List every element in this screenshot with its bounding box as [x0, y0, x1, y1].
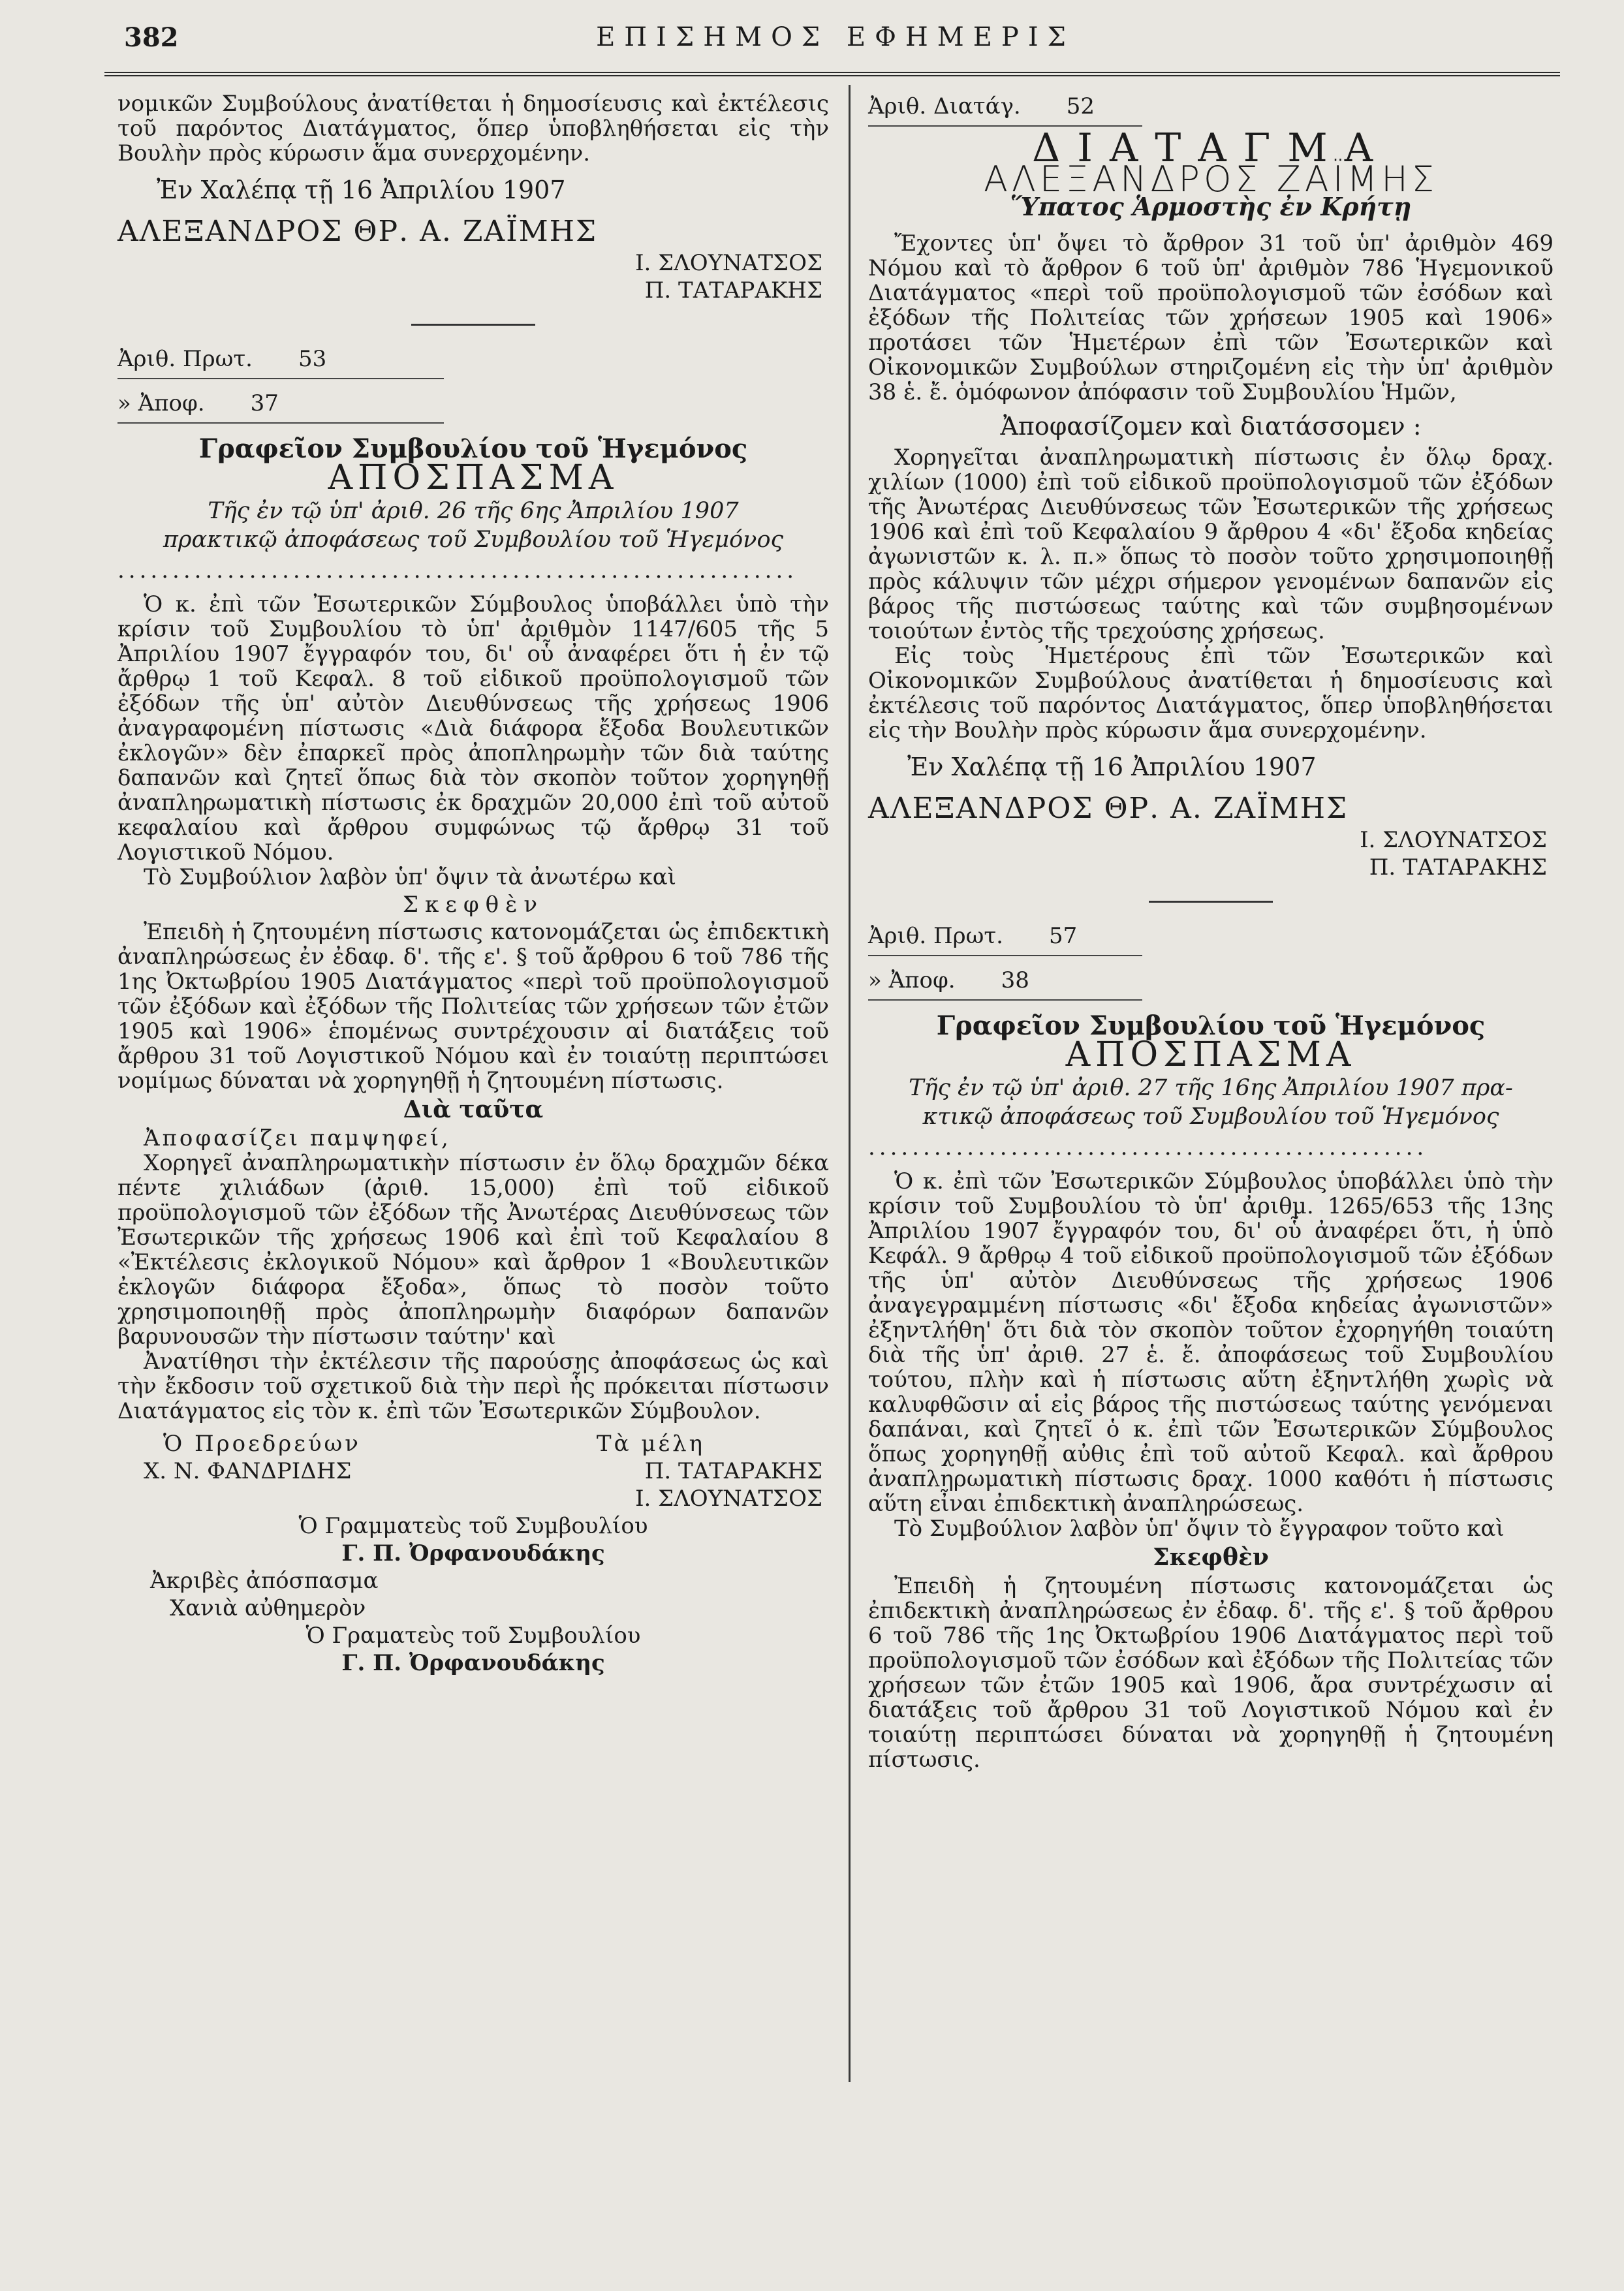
body-paragraph: Τὸ Συμβούλιον λαβὸν ὑπ' ὄψιν τὰ ἀνωτέρω καὶ	[144, 864, 677, 890]
page-header	[124, 20, 1547, 72]
ellipsis-line: ..............................................................	[117, 558, 798, 583]
bureau-heading: Γραφεῖον Συμβουλίου τοῦ Ἡγεμόνος	[198, 433, 748, 464]
body-paragraph: Ἐπειδὴ ἡ ζητουμένη πίστωσις κατονομάζεται ὡς ἐπιδεκτικὴ ἀναπληρώσεως ἐν ἐδαφ. δ'. τῆς ε'. § τοῦ ἄρθρου 6 τοῦ 786 τῆς 1ης Ὀκτωβρίου 1905 Διατάγματος «περὶ τοῦ προϋπολογισμοῦ τῶν ἐξόδων καὶ ἐξόδων τῆς Πολιτείας τῶν χρήσεων τῶν ἐτῶν 1905 καὶ 1906» ἑπομένως συντρέχουσιν αἱ διατάξεις τοῦ ἄρθρου 31 τοῦ Λογιστικοῦ Νόμου καὶ ἐν τοιαύτῃ περιπτώσει νομίμως δύναται νὰ χορηγηθῇ ἡ ζητουμένη πίστωσις.	[117, 919, 829, 1094]
decision-number: » Ἀποφ. 38	[868, 967, 1029, 993]
decree-date: Ἐν Χαλέπᾳ τῇ 16 Ἀπριλίου 1907	[157, 176, 566, 204]
decree-heading: ΔΙΑΤΑΓΜΑ	[1031, 125, 1390, 171]
extract-subtitle-1: Τῆς ἐν τῷ ὑπ' ἀριθ. 27 τῆς 16ης Ἀπριλίου 1907 πρα-	[909, 1075, 1513, 1101]
decide-heading: Ἀποφασίζομεν καὶ διατάσσομεν :	[1000, 412, 1422, 441]
extract-subtitle-2: πρακτικῷ ἀποφάσεως τοῦ Συμβουλίου τοῦ Ἡγεμόνος	[163, 527, 784, 553]
secretary2-name: Γ. Π. Ὀρφανουδάκης	[341, 1650, 605, 1676]
section-rule	[1149, 901, 1273, 903]
section-rule	[411, 324, 535, 326]
extract-subtitle-1: Τῆς ἐν τῷ ὑπ' ἀριθ. 26 τῆς 6ης Ἀπριλίου 1907	[208, 498, 739, 524]
left-column	[117, 91, 829, 1677]
body-paragraph: Ὁ κ. ἐπὶ τῶν Ἐσωτερικῶν Σύμβουλος ὑποβάλλει ὑπὸ τὴν κρίσιν τοῦ Συμβουλίου τὸ ὑπ' ἀριθμ. 1265/653 τῆς 13ης Ἀπριλίου 1907 ἔγγραφόν του, δι' οὗ ἀναφέρει ὅτι, ἡ ὑπὸ Κεφάλ. 9 ἄρθρῳ 4 τοῦ εἰδικοῦ προϋπολογισμοῦ τῶν ἐξόδων τῆς ὑπ' αὐτὸν Διευθύνσεως τῆς χρήσεως 1906 ἀναγεγραμμένη πίστωσις «δι' ἔξοδα κηδείας ἀγωνιστῶν» ἐξηντλήθη' ὅτι διὰ τὸν σκοπὸν τοῦτον ἐχορηγήθη τοιαύτη διὰ τῆς ὑπ' ἀριθ. 27 ἑ. ἔ. ἀποφάσεως τοῦ Συμβουλίου τούτου, πλὴν καὶ ἡ πίστωσις αὕτη ἐξηντλήθη χωρὶς νὰ καλυφθῶσιν αἱ εἰς βάρος τῆς πιστώσεως ταύτης γενόμεναι δαπάναι, καὶ ζητεῖ ὁ κ. ἐπὶ τῶν Ἐσωτερικῶν Σύμβουλος ὅπως χορηγηθῇ αὐθις ἐπὶ τοῦ αὐτοῦ Κεφαλ. καὶ ἄρθρου ἀναπληρωματικὴ πίστωσις δραχ. 1000 καθότι ἡ πίστωσις αὕτη εἶναι ἐπιδεκτικὴ ἀναπληρώσεως.	[868, 1168, 1554, 1517]
members-label: Τὰ μέλη	[596, 1431, 705, 1457]
presiding-label: Ὁ Προεδρεύων	[163, 1431, 361, 1457]
decree-number: Ἀριθ. Διατάγ. 52	[868, 93, 1095, 119]
ellipsis-line: ...................................................	[868, 1135, 1428, 1160]
body-paragraph: Εἰς τοὺς Ἡμετέρους ἐπὶ τῶν Ἐσωτερικῶν καὶ Οἰκονομικῶν Συμβούλους ἀνατίθεται ἡ δημοσίευσις καὶ ἐκτέλεσις τοῦ παρόντος Διατάγματος, ὅπερ ὑποβληθήσεται εἰς τὴν Βουλὴν πρὸς κύρωσιν ἅμα συνερχομένην.	[868, 643, 1554, 743]
signature-labels	[117, 1430, 829, 1457]
body-paragraph: Ἐπειδὴ ἡ ζητουμένη πίστωσις κατονομάζεται ὡς ἐπιδεκτικὴ ἀναπληρώσεως ἐν ἐδαφ. δ'. τῆς ε'. § τοῦ ἄρθρου 6 τοῦ 786 τῆς 1ης Ὀκτωβρίου 1906 Διατάγματος περὶ τοῦ προϋπολογισμοῦ τῶν ἐσόδων καὶ ἐξόδων τῆς Πολιτείας τῶν χρήσεων τῶν ἐτῶν 1905 καὶ 1906, ἄρα συντρέχωσιν αἱ διατάξεις τοῦ ἄρθρου 31 τοῦ Λογιστικοῦ Νόμου καὶ ἐν τοιαύτῃ περιπτώσει δύναται νὰ χορηγηθῇ ἡ ζητουμένη πίστωσις.	[868, 1573, 1554, 1773]
page-number: 382	[124, 22, 179, 53]
meta-rule	[868, 999, 1142, 1001]
header-rule	[104, 72, 1560, 76]
meta-rule	[117, 378, 444, 379]
member-2: Ι. ΣΛΟΥΝΑΤΣΟΣ	[635, 1486, 822, 1512]
meta-rule	[117, 422, 444, 424]
body-paragraph: Ὁ κ. ἐπὶ τῶν Ἐσωτερικῶν Σύμβουλος ὑποβάλλει ὑπὸ τὴν κρίσιν τοῦ Συμβουλίου τὸ ὑπ' ἀριθμὸν 1147/605 τῆς 5 Ἀπριλίου 1907 ἔγγραφόν του, δι' οὗ ἀναφέρει ὅτι ἡ ἐν τῷ ἄρθρῳ 1 τοῦ Κεφαλ. 8 τοῦ εἰδικοῦ προϋπολογισμοῦ τῶν ἐξόδων τῆς ὑπ' αὐτὸν Διευθύνσεως τῆς χρήσεως 1906 ἀναγραφομένη πίστωσις «Διὰ διάφορα ἔξοδα Βουλευτικῶν ἐκλογῶν» δὲν ἐπαρκεῖ πρὸς ἀποπληρωμὴν τῶν διὰ ταύτης δαπανῶν καὶ ζητεῖ ὅπως διὰ τὸν σκοπὸν τοῦτον χορηγηθῇ ἀναπληρωματικὴ πίστωσις ἐκ δραχμῶν 20,000 ἐπὶ τοῦ αὐτοῦ κεφαλαίου καὶ ἄρθρου συμφώνως τῷ ἄρθρῳ 31 τοῦ Λογιστικοῦ Νόμου.	[117, 591, 829, 865]
extract-heading: ΑΠΟΣΠΑΣΜΑ	[1065, 1035, 1356, 1074]
secretary-name: Γ. Π. Ὀρφανουδάκης	[341, 1540, 605, 1566]
decree-issuer: ΑΛΕΞΑΝΔΡΟΣ ΖΑΪΜΗΣ	[984, 159, 1438, 200]
meta-rule	[868, 955, 1142, 956]
decision-number: » Ἀποφ. 37	[117, 390, 279, 416]
therefore-heading: Διὰ ταῦτα	[403, 1096, 544, 1123]
considered-heading: Σκεφθὲν	[1153, 1544, 1269, 1571]
chania-same-day: Χανιὰ αὐθημερὸν	[170, 1595, 366, 1621]
decree-date: Ἐν Χαλέπᾳ τῇ 16 Ἀπριλίου 1907	[907, 753, 1317, 781]
column-divider	[849, 85, 851, 2082]
extract-heading: ΑΠΟΣΠΑΣΜΑ	[328, 458, 619, 497]
countersign-1: Ι. ΣΛΟΥΝΑΤΣΟΣ	[1360, 827, 1547, 853]
signature-names	[117, 1457, 829, 1485]
extract-subtitle-2: κτικῷ ἀποφάσεως τοῦ Συμβουλίου τοῦ Ἡγεμόνος	[922, 1104, 1499, 1130]
signer-name: ΑΛΕΞΑΝΔΡΟΣ ΘΡ. Α. ΖΑΪΜΗΣ	[868, 792, 1349, 825]
member-1: Π. ΤΑΤΑΡΑΚΗΣ	[644, 1458, 822, 1484]
body-paragraph: Χορηγεῖ ἀναπληρωματικὴν πίστωσιν ἐν ὅλῳ δραχμῶν δέκα πέντε χιλιάδων (ἀριθ. 15,000) ἐπὶ τοῦ εἰδικοῦ προϋπολογισμοῦ τῶν ἐξόδων τῆς Ἀνωτέρας Διευθύνσεως τῶν Ἐσωτερικῶν τῆς χρήσεως 1906 καὶ ἐπὶ τοῦ Κεφαλαίου 8 «Ἐκτέλεσις ἐκλογικοῦ Νόμου» καὶ ἄρθρον 1 «Βουλευτικῶν ἐκλογῶν διάφορα ἔξοδα», ὅπως τὸ ποσὸν τοῦτο χρησιμοποιηθῇ πρὸς ἀποπληρωμὴν διαφόρων δαπανῶν βαρυνουσῶν τὴν πίστωσιν ταύτην' καὶ	[117, 1150, 829, 1350]
body-paragraph: Ἔχοντες ὑπ' ὄψει τὸ ἄρθρον 31 τοῦ ὑπ' ἀριθμὸν 469 Νόμου καὶ τὸ ἄρθρον 6 τοῦ ὑπ' ἀριθμὸν 786 Ἡγεμονικοῦ Διατάγματος «περὶ τοῦ προϋπολογισμοῦ τῶν ἐσόδων καὶ ἐξόδων τῆς Πολιτείας τῶν χρήσεων 1905 καὶ 1906» προτάσει τῶν Ἡμετέρων ἐπὶ τῶν Ἐσωτερικῶν καὶ Οἰκονομικῶν Συμβούλων στηριζομένη εἰς τὴν ὑπ' ἀριθμὸν 38 ἑ. ἔ. ὁμόφωνον ἀπόφασιν τοῦ Συμβουλίου Ἡμῶν,	[868, 230, 1554, 405]
countersign-2: Π. ΤΑΤΑΡΑΚΗΣ	[1369, 854, 1547, 881]
secretary2-label: Ὁ Γραματεὺς τοῦ Συμβουλίου	[305, 1623, 641, 1649]
accurate-extract: Ἀκριβὲς ἀπόσπασμα	[150, 1568, 379, 1594]
countersign-2: Π. ΤΑΤΑΡΑΚΗΣ	[644, 277, 822, 304]
protocol-number: Ἀριθ. Πρωτ. 53	[117, 346, 327, 372]
body-paragraph: Ἀνατίθησι τὴν ἐκτέλεσιν τῆς παρούσης ἀποφάσεως ὡς καὶ τὴν ἔκδοσιν τοῦ σχετικοῦ διὰ τὴν περὶ ἧς πρόκειται πίστωσιν Διατάγματος εἰς τὸν κ. ἐπὶ τῶν Ἐσωτερικῶν Σύμβουλον.	[117, 1348, 829, 1424]
right-column	[868, 91, 1554, 1772]
decides-line: Ἀποφασίζει παμψηφεί,	[144, 1125, 451, 1151]
intro-paragraph: νομικῶν Συμβούλους ἀνατίθεται ἡ δημοσίευσις καὶ ἐκτέλεσις τοῦ παρόντος Διατάγματος, ὅπερ ὑποβληθήσεται εἰς τὴν Βουλὴν πρὸς κύρωσιν ἅμα συνερχομένην.	[117, 91, 829, 166]
presiding-name: Χ. Ν. ΦΑΝΔΡΙΔΗΣ	[144, 1458, 352, 1484]
protocol-number: Ἀριθ. Πρωτ. 57	[868, 923, 1078, 949]
considered-heading: Σκεφθὲν	[402, 892, 544, 918]
secretary-label: Ὁ Γραμματεὺς τοῦ Συμβουλίου	[298, 1513, 648, 1539]
issuer-role: Ὕπατος Ἁρμοστὴς ἐν Κρήτῃ	[1010, 192, 1412, 221]
gazette-title: ΕΠΙΣΗΜΟΣ ΕΦΗΜΕΡΙΣ	[596, 22, 1075, 52]
body-paragraph: Χορηγεῖται ἀναπληρωματικὴ πίστωσις ἐν ὅλῳ δραχ. χιλίων (1000) ἐπὶ τοῦ εἰδικοῦ προϋπολογισμοῦ τῶν ἐξόδων τῆς Ἀνωτέρας Διευθύνσεως τῶν Ἐσωτερικῶν τῆς χρήσεως 1906 καὶ ἐπὶ τοῦ Κεφαλαίου 9 ἄρθρου 4 «δι' ἔξοδα κηδείας ἀγωνιστῶν κ. λ. π.» ὅπως τὸ ποσὸν τοῦτο χρησιμοποιηθῇ πρὸς κάλυψιν τῶν μέχρι σήμερον γενομένων δαπανῶν εἰς βάρος τῆς πιστώσεως ταύτης καὶ τῶν συμβησομένων τοιούτων ἐντὸς τῆς τρεχούσης χρήσεως.	[868, 444, 1554, 644]
bureau-heading: Γραφεῖον Συμβουλίου τοῦ Ἡγεμόνος	[936, 1010, 1486, 1041]
signer-name: ΑΛΕΞΑΝΔΡΟΣ ΘΡ. Α. ΖΑΪΜΗΣ	[117, 215, 598, 248]
countersign-1: Ι. ΣΛΟΥΝΑΤΣΟΣ	[635, 250, 822, 276]
body-paragraph: Τὸ Συμβούλιον λαβὸν ὑπ' ὄψιν τὸ ἔγγραφον τοῦτο καὶ	[894, 1516, 1505, 1542]
